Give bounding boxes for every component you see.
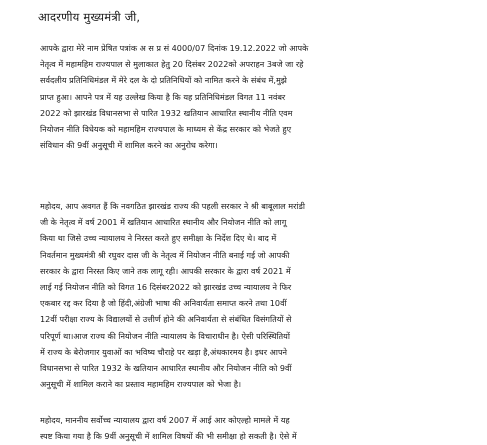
text-line: एकबार रद्द कर दिया है जो हिंदी,अंग्रेजी भाषा की अनिवार्यता समाप्त करने तथा 10वीं xyxy=(40,298,287,309)
text-line: महोदय, माननीय सर्वोच्च न्यायालय द्वारा वर्ष 2007 में आई आर कोएल्हो मामले में यह xyxy=(40,415,290,425)
paragraph-3 xyxy=(40,412,482,444)
text-line: नेतृत्व में महामहिम राज्यपाल से मुलाकात हेतु 20 दिसंबर 2022को अपराहन 3बजे जा रहे xyxy=(40,59,304,70)
text-line: निवर्तमान मुख्यमंत्री श्री रघुवर दास जी के नेतृत्व में नियोजन नीति बनाई गई जो आपकी xyxy=(40,249,290,260)
text-line: महोदय, आप अवगत हैं कि नवगठित झारखंड राज्य की पहली सरकार ने श्री बाबूलाल मरांडी xyxy=(40,201,305,211)
text-line: विधानसभा से पारित 1932 के खतियान आधारित स्थानीय और नियोजन नीति को 9वीं xyxy=(40,363,292,374)
text-line: किया था जिसे उच्च न्यायालय ने निरस्त करते हुए समीक्षा के निर्देश दिए थे। बाद में xyxy=(40,233,277,244)
text-line: लाई गई नियोजन नीति को विगत 16 दिसंबर2022 को झारखंड उच्च न्यायालय ने फिर xyxy=(40,282,292,293)
text-line: नियोजन नीति विधेयक को महामहिम राज्यपाल के माध्यम से केंद्र सरकार को भेजते हुए xyxy=(40,124,292,135)
text-line: स्पष्ट किया गया है कि 9वीं अनुसूची में शामिल विषयों की भी समीक्षा हो सकती है। ऐसे में xyxy=(40,431,297,442)
text-line: संविधान की 9वीं अनुसूची में शामिल करने का अनुरोध करेगा। xyxy=(40,140,218,151)
text-line: 2022 को झारखंड विधानसभा से पारित 1932 खतियान आधारित स्थानीय नीति एवम xyxy=(40,107,293,118)
paragraph-2 xyxy=(40,198,482,392)
text-line: 12वीं परीक्षा राज्य के विद्यालयों से उत्तीर्ण होने की अनिवार्यता से संबंधित विसंगतियों से xyxy=(40,314,292,325)
text-line: परिपूर्ण था।आज राज्य की नियोजन नीति न्यायालय के विचाराधीन है। ऐसी परिस्थितियों xyxy=(40,330,290,341)
text-line: जी के नेतृत्व में वर्ष 2001 में खतियान आधारित स्थानीय और नियोजन नीति को लागू xyxy=(40,217,287,228)
text-line: अनुसूची में शामिल कराने का प्रस्ताव महामहिम राज्यपाल को भेजा है। xyxy=(40,379,242,390)
text-line: आपके द्वारा मेरे नाम प्रेषित पत्रांक अ स प्र सं 4000/07 दिनांक 19.12.2022 जो आपके xyxy=(40,43,309,53)
salutation: आदरणीय मुख्यमंत्री जी, xyxy=(38,10,141,24)
paragraph-1 xyxy=(40,40,482,153)
text-line: में राज्य के बेरोजगार युवाओं का भविष्य चौराहे पर खड़ा है,अंधकारमय है। इधर आपने xyxy=(40,346,288,357)
text-line: सर्वदलीय प्रतिनिधिमंडल में मेरे दल के दो प्रतिनिधियों को नामित करने के संबंध में,मुझे xyxy=(40,75,287,86)
text-line: सरकार के द्वारा निरस्त किए जाने तक लागू रही। आपकी सरकार के द्वारा वर्ष 2021 में xyxy=(40,265,291,276)
text-line: प्राप्त हुआ। आपने पत्र में यह उल्लेख किया है कि यह प्रतिनिधिमंडल विगत 11 नवंबर xyxy=(40,91,286,102)
